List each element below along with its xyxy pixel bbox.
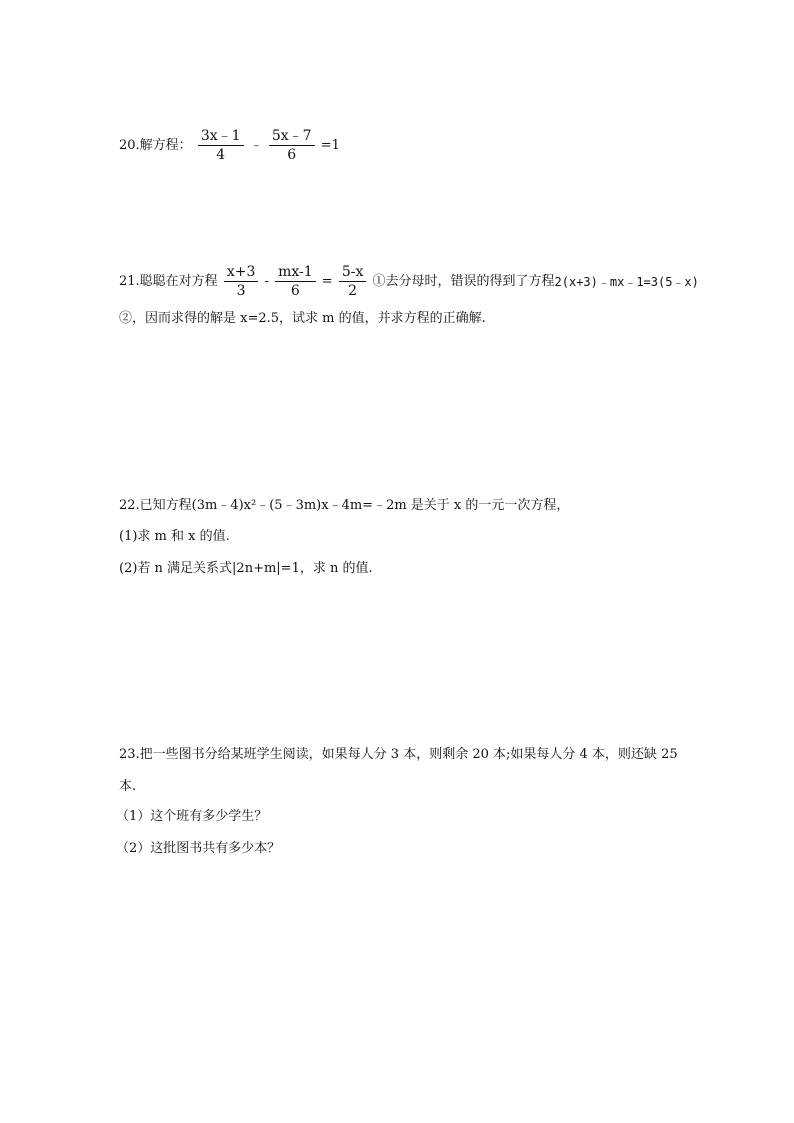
question-22-part-1: (1)求 m 和 x 的值. (119, 529, 230, 544)
q21-fraction-2 (275, 264, 316, 299)
q20-frac2-numerator: 5x﹣7 (269, 128, 315, 146)
q21-prefix: 21.聪聪在对方程 (119, 273, 218, 289)
q20-frac1-denominator: 4 (216, 147, 226, 163)
q20-equals-tail: =1 (320, 137, 340, 153)
question-23-part-2: （2）这批图书共有多少本？ (116, 841, 281, 856)
q21-frac2-denominator: 6 (290, 283, 300, 299)
question-20 (119, 128, 340, 163)
question-23-part-1: （1）这个班有多少学生？ (116, 809, 268, 824)
q21-equals: = (321, 273, 333, 289)
question-23-line-2: 本. (119, 779, 137, 794)
question-22-part-2: (2)若 n 满足关系式|2n+m|=1，求 n 的值. (119, 561, 373, 576)
q20-prefix: 20.解方程： (119, 137, 192, 153)
question-21-line-2: ②，因而求得的解是 x=2.5，试求 m 的值，并求方程的正确解. (119, 311, 486, 326)
q20-frac1-numerator: 3x﹣1 (198, 128, 244, 146)
question-23-line-1: 23.把一些图书分给某班学生阅读，如果每人分 3 本，则剩余 20 本;如果每人分 4 本，则还缺 25 (119, 747, 678, 762)
q20-fraction-2 (269, 128, 315, 163)
question-22-line-1: 22.已知方程(3m﹣4)x²﹣(5﹣3m)x﹣4m=﹣2m 是关于 x 的一元一次方程， (119, 498, 570, 513)
q21-frac1-numerator: x+3 (224, 264, 259, 282)
q21-wrong-equation: 2(x+3)﹣mx﹣1=3(5﹣x) (554, 274, 699, 289)
q20-minus: ﹣ (249, 137, 263, 153)
q21-minus: - (264, 273, 269, 289)
q20-fraction-1 (198, 128, 244, 163)
q21-fraction-3 (339, 264, 367, 299)
question-21-line-1 (119, 264, 699, 299)
q21-frac2-numerator: mx-1 (275, 264, 316, 282)
q21-frac3-numerator: 5-x (339, 264, 367, 282)
q21-fraction-1 (224, 264, 259, 299)
q20-frac2-denominator: 6 (287, 147, 297, 163)
q21-text-a: ①去分母时，错误的得到了方程 (372, 273, 555, 289)
q21-frac3-denominator: 2 (348, 283, 358, 299)
q21-frac1-denominator: 3 (236, 283, 246, 299)
